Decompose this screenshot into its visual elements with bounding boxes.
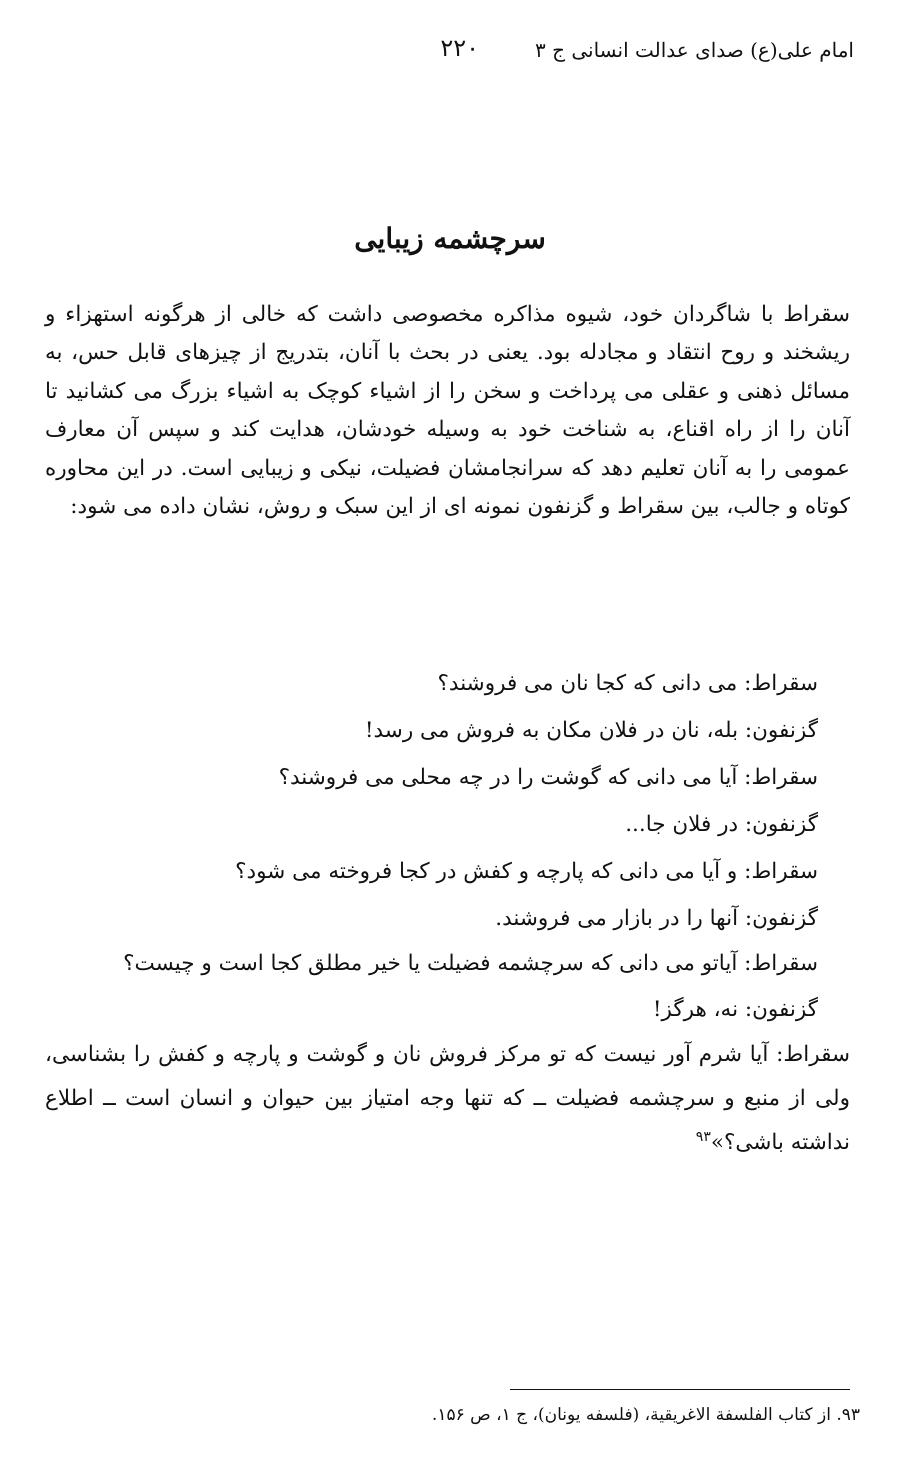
dialogue-final-line [45,1033,850,1165]
dialogue-line: سقراط: می دانی که کجا نان می فروشند؟ [437,671,818,696]
footnote: ۹۳. از کتاب الفلسفة الاغریقیة، (فلسفه یونان)، ج ۱، ص ۱۵۶. [431,1405,860,1425]
dialogue [45,660,850,1165]
footnote-reference[interactable]: ۹۳ [695,1128,711,1145]
dialogue-line: گزنفون: آنها را در بازار می فروشند. [495,906,818,931]
book-title: امام علی(ع) صدای عدالت انسانی ج ۳ [534,38,854,62]
running-header [40,34,854,72]
section-title: سرچشمه زیبایی [354,222,546,255]
dialogue-final-text: سقراط: آیا شرم آور نیست که تو مرکز فروش نان و گوشت و پارچه و کفش را بشناسی، ولی از منبع و سرچشمه فضیلت ــ که تنها وجه امتیاز بین حیوان و انسان است ــ اطلاع نداشته باشی؟» [45,1042,850,1155]
dialogue-line: سقراط: و آیا می دانی که پارچه و کفش در کجا فروخته می شود؟ [235,859,818,884]
intro-paragraph: سقراط با شاگردان خود، شیوه مذاکره مخصوصی داشت که خالی از هرگونه استهزاء و ریشخند و روح انتقاد و مجادله بود. یعنی در بحث با آنان، بتدریج از چیزهای قابل حس، به مسائل ذهنی و عقلی می پرداخت و سخن را از اشیاء کوچک به اشیاء بزرگ می کشانید تا آنان را از راه اقناع، به شناخت خود به وسیله خودشان، هدایت کند و سپس آن معارف عمومی را به آنان تعلیم دهد که سرانجامشان فضیلت، نیکی و زیبایی است. در این محاوره کوتاه و جالب، بین سقراط و گزنفون نمونه ای از این سبک و روش، نشان داده می شود: [45,302,850,520]
dialogue-line: گزنفون: نه، هرگز! [652,997,818,1022]
dialogue-line: سقراط: آیاتو می دانی که سرچشمه فضیلت یا خیر مطلق کجا است و چیست؟ [123,951,818,976]
dialogue-line: گزنفون: بله، نان در فلان مکان به فروش می رسد! [364,718,818,743]
dialogue-line: سقراط: آیا می دانی که گوشت را در چه محلی می فروشند؟ [278,765,818,790]
page-number: ۲۲۰ [440,34,479,62]
dialogue-line: گزنفون: در فلان جا... [625,812,818,837]
footnote-divider [510,1389,850,1390]
